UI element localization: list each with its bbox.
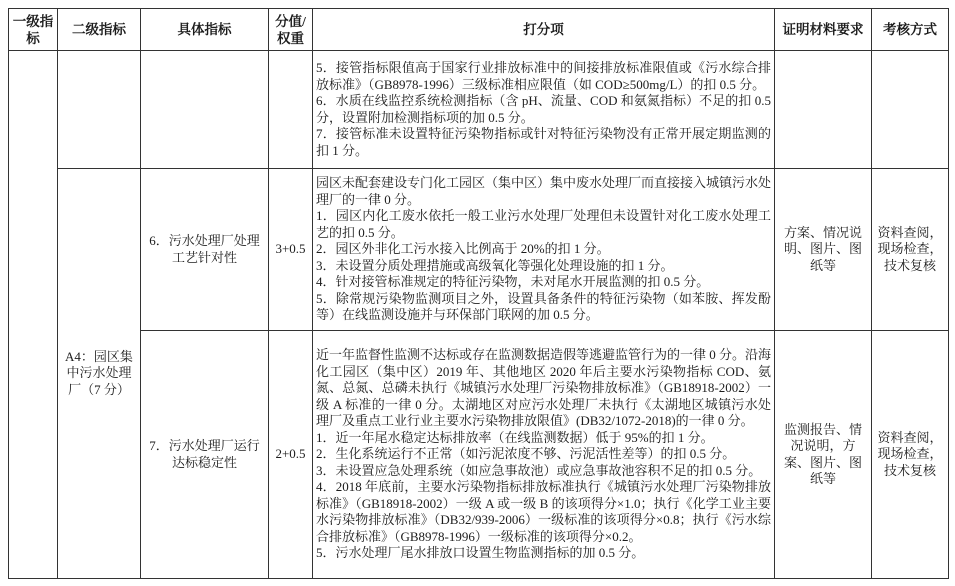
table-header-row [9,9,949,51]
header-assessment-method: 考核方式 [872,9,949,51]
header-evidence-requirements: 证明材料要求 [775,9,872,51]
header-primary-indicator: 一级指标 [9,9,58,51]
header-score-weight: 分值/权重 [269,9,313,51]
cell-score-weight-7: 2+0.5 [269,331,313,579]
cell-evidence-row2: 方案、情况说明、图片、图纸等 [775,169,872,331]
cell-evidence-empty [775,51,872,169]
cell-secondary-indicator-empty [58,51,141,169]
header-secondary-indicator: 二级指标 [58,9,141,51]
evaluation-criteria-table [8,8,949,579]
cell-method-row3: 资料查阅，现场检查，技术复核 [872,331,949,579]
cell-evidence-row3: 监测报告、情况说明，方案、图片、图纸等 [775,331,872,579]
table-row-continued [9,51,949,169]
cell-scoring-items-row2: 园区未配套建设专门化工园区（集中区）集中废水处理厂而直接接入城镇污水处理厂的一律 0 分。 1．园区内化工废水依托一般工业污水处理厂处理但未设置针对化工废水处理工艺的扣 0.5 分。 2．园区外非化工污水接入比例高于 20%的扣 1 分。 3．未设置分质处理措施或高级氧化等强化处理设施的扣 1 分。 4．针对接管标准规定的特征污染物，未对尾水开展监测的扣 0.5 分。 5．除常规污染物监测项目之外，设置具备条件的特征污染物（如苯胺、挥发酚等）在线监测设施并与环保部门联网的加 0.5 分。 [313,169,775,331]
cell-score-weight-empty [269,51,313,169]
cell-specific-indicator-empty [141,51,269,169]
cell-specific-indicator-6: 6．污水处理厂处理工艺针对性 [141,169,269,331]
cell-method-row2: 资料查阅，现场检查，技术复核 [872,169,949,331]
header-scoring-items: 打分项 [313,9,775,51]
cell-secondary-indicator-a4: A4：园区集中污水处理厂（7 分） [58,169,141,579]
cell-specific-indicator-7: 7．污水处理厂运行达标稳定性 [141,331,269,579]
cell-primary-indicator-empty [9,51,58,579]
cell-scoring-items-row1: 5．接管指标限值高于国家行业排放标准中的间接排放标准限值或《污水综合排放标准》（GB8978-1996）三级标准相应限值（如 COD≥500mg/L）的扣 0.5 分。 6．水质在线监控系统检测指标（含 pH、流量、COD 和氨氮指标）不足的扣 0.5 分，设置附加检测指标项的加 0.5 分。 7．接管标准未设置特征污染物指标或针对特征污染物没有正常开展定期监测的扣 1 分。 [313,51,775,169]
cell-method-empty [872,51,949,169]
cell-score-weight-6: 3+0.5 [269,169,313,331]
table-row-indicator-6 [9,169,949,331]
table-row-indicator-7 [9,331,949,579]
cell-scoring-items-row3: 近一年监督性监测不达标或存在监测数据造假等逃避监管行为的一律 0 分。沿海化工园区（集中区）2019 年、其他地区 2020 年后主要水污染物指标 COD、氨氮、总氮、总磷未执行《城镇污水处理厂污染物排放标准》（GB18918-2002）一级 A 标准的一律 0 分。太湖地区对应污水处理厂未执行《太湖地区城镇污水处理厂及重点工业行业主要水污染物排放限值》(DB32/1072-2018)的一律 0 分。 1．近一年尾水稳定达标排放率（在线监测数据）低于 95%的扣 1 分。 2．生化系统运行不正常（如污泥浓度不够、污泥活性差等）的扣 0.5 分。 3．未设置应急处理系统（如应急事故池）或应急事故池容积不足的扣 0.5 分。 4．2018 年底前，主要水污染物指标排放标准执行《城镇污水处理厂污染物排放标准》（GB18918-2002）一级 A 或一级 B 的该项得分×1.0；执行《化学工业主要水污染物排放标准》（DB32/939-2006）一级标准的该项得分×0.8；执行《污水综合排放标准》（GB8978-1996）一级标准的该项得分×0.2。 5．污水处理厂尾水排放口设置生物监测指标的加 0.5 分。 [313,331,775,579]
header-specific-indicator: 具体指标 [141,9,269,51]
